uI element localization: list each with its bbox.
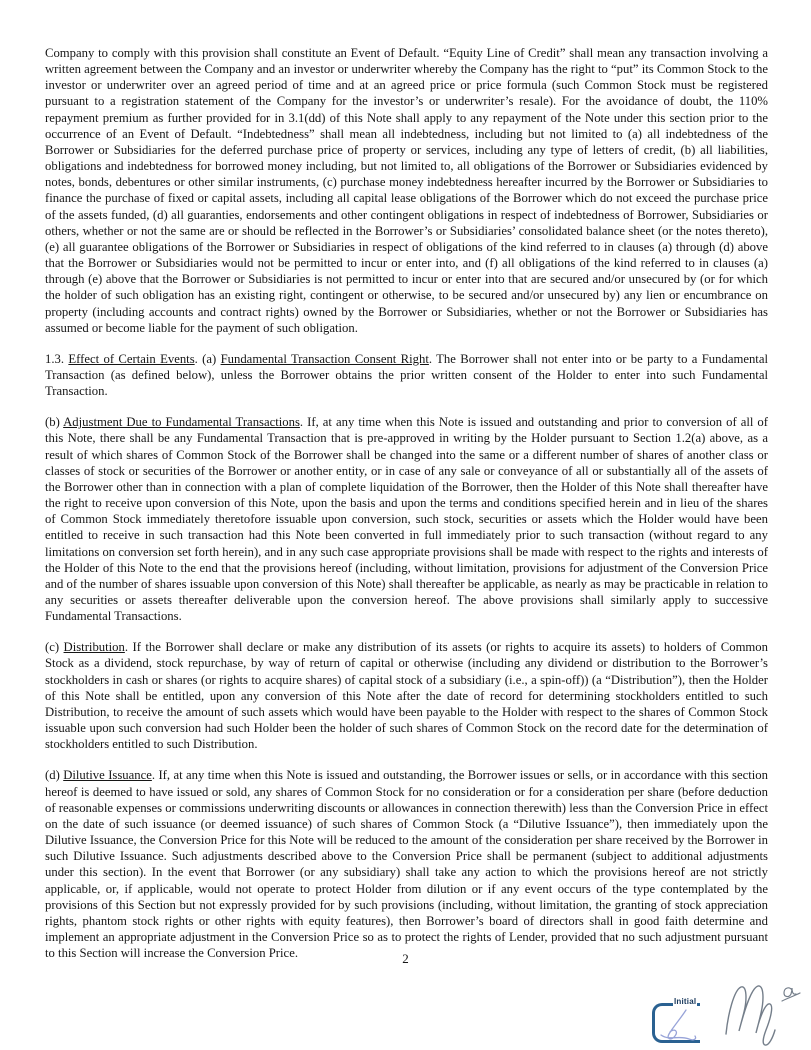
handwritten-initial-ink: [656, 1007, 708, 1045]
paragraph-adjustment-fundamental-transactions: (b) Adjustment Due to Fundamental Transactions. If, at any time when this Note is issued and outstanding and prior to conversion of all of this Note, there shall be any Fundamental Transaction that is pre-approved in writing by the Holder pursuant to Section 1.2(a) above, as a result of which shares of Common Stock of the Borrower shall be changed into the same or a different number of shares of another class or classes of stock or securities of the Borrower or another entity, or in case of any sale or conveyance of all or substantially all of the assets of the Borrower other than in connection with a plan of complete liquidation of the Borrower, then the Holder of this Note shall thereafter have the right to receive upon conversion of this Note, upon the basis and upon the terms and conditions specified herein and in lieu of the shares of Common Stock immediately theretofore issuable upon conversion, such stock, securities or assets which the Holder would have been entitled to receive in such transaction had this Note been converted in full immediately prior to such transaction (without regard to any limitations on conversion set forth herein), and in any such case appropriate provisions shall be made with respect to the rights and interests of the Holder of this Note to the end that the provisions hereof (including, without limitation, provisions for adjustment of the Conversion Price and of the number of shares issuable upon conversion of this Note) shall thereafter be applicable, as nearly as may be practicable in relation to any securities or assets thereafter deliverable upon the conversion hereof. The above provisions shall similarly apply to successive Fundamental Transactions.: [45, 415, 769, 624]
page-number: 2: [402, 951, 409, 966]
initial-tab[interactable]: [650, 997, 712, 1047]
initial-label: Initial: [674, 997, 697, 1006]
paragraph-dilutive-issuance: (d) Dilutive Issuance. If, at any time when this Note is issued and outstanding, the Borrower issues or sells, or in accordance with this section hereof is deemed to have issued or sold, any shares of Common Stock for no consideration or for a consideration per share (before deduction of reasonable expenses or commissions underwriting discounts or allowances in connection therewith) less than the Conversion Price in effect on the date of such issuance (or deemed issuance) of such shares of Common Stock (a “Dilutive Issuance”), then immediately upon the Dilutive Issuance, the Conversion Price for this Note will be reduced to the amount of the consideration per share received by the Borrower in such Dilutive Issuance. Such adjustments described above to the Conversion Price shall be permanent (subject to additional adjustments under this section). In the event that Borrower (or any subsidiary) shall take any action to which the provisions hereof are not strictly applicable, or, if applicable, would not operate to protect Holder from dilution or if any event occurs of the type contemplated by the provisions of this Section but not expressly provided for by such provisions (including, without limitation, the granting of stock appreciation rights, phantom stock rights or other rights with equity features), then Borrower’s board of directors shall in good faith determine and implement an appropriate adjustment in the Conversion Price so as to protect the rights of Lender, provided that no such adjustment pursuant to this Section will increase the Conversion Price.: [45, 768, 768, 961]
paragraph-indebtedness: Company to comply with this provision shall constitute an Event of Default. “Equity Line of Credit” shall mean any transaction involving a written agreement between the Company and an investor or underwriter whereby the Company has the right to “put” its Common Stock to the investor or underwriter over an agreed period of time and at an agreed price or price formula (such Common Stock must be registered pursuant to a registration statement of the Company for the investor’s or underwriter’s resale). For the avoidance of doubt, the 110% repayment premium as further provided for in 3.1(dd) of this Note shall apply to any repayment of the Note under this section prior to the occurrence of an Event of Default. “Indebtedness” shall mean all indebtedness, including but not limited to (a) all indebtedness of the Borrower or Subsidiaries for the deferred purchase price of property or services, including any type of letters of credit, (b) all liabilities, obligations and indebtedness for borrowed money including, but not limited to, all obligations of the Borrower or Subsidiaries evidenced by notes, bonds, debentures or other similar instruments, (c) purchase money indebtedness hereafter incurred by the Borrower or Subsidiaries to finance the purchase of fixed or capital assets, including all capital lease obligations of the Borrower which do not exceed the purchase price of the assets funded, (d) all guaranties, endorsements and other contingent obligations in respect of indebtedness of Borrower, Subsidiaries or others, whether or not the same are or should be reflected in the Borrower’s or Subsidiaries’ consolidated balance sheet (or the notes thereto), (e) all guarantee obligations of the Borrower or Subsidiaries in respect of obligations of the kind referred to in clauses (a) through (d) above that the Borrower or Subsidiaries would not be permitted to incur or enter into, and (f) all obligations of the kind referred to in clauses (a) through (e) above that the Borrower or Subsidiaries is not permitted to incur or enter into that are secured and/or unsecured by (or for which the holder of such obligation has an existing right, contingent or otherwise, to be secured and/or unsecured by) any lien or encumbrance on property (including accounts and contract rights) owned by the Borrower or Subsidiaries, whether or not the Borrower or Subsidiaries has assumed or become liable for the payment of such obligation.: [45, 46, 768, 335]
paragraph-section-1-3: 1.3. Effect of Certain Events. (a) Fundamental Transaction Consent Right. The Borrower shall not enter into or be party to a Fundamental Transaction (as defined below), unless the Borrower obtains the prior written consent of the Holder to enter into such Fundamental Transaction.: [45, 351, 768, 399]
handwritten-signature: [720, 980, 810, 1050]
paragraph-distribution: (c) Distribution. If the Borrower shall declare or make any distribution of its assets (or rights to acquire its assets) to holders of Common Stock as a dividend, stock repurchase, by way of return of capital or otherwise (including any dividend or distribution to the Borrower’s stockholders in cash or shares (or rights to acquire shares) of capital stock of a subsidiary (i.e., a spin-off)) (a “Distribution”), then the Holder of this Note shall be entitled, upon any conversion of this Note after the date of record for determining stockholders entitled to such Distribution, to receive the amount of such assets which would have been payable to the Holder with respect to the shares of Common Stock issuable upon such conversion had such Holder been the holder of such shares of Common Stock on the record date for the determination of stockholders entitled to such Distribution.: [45, 640, 768, 752]
document-body: [45, 45, 768, 976]
